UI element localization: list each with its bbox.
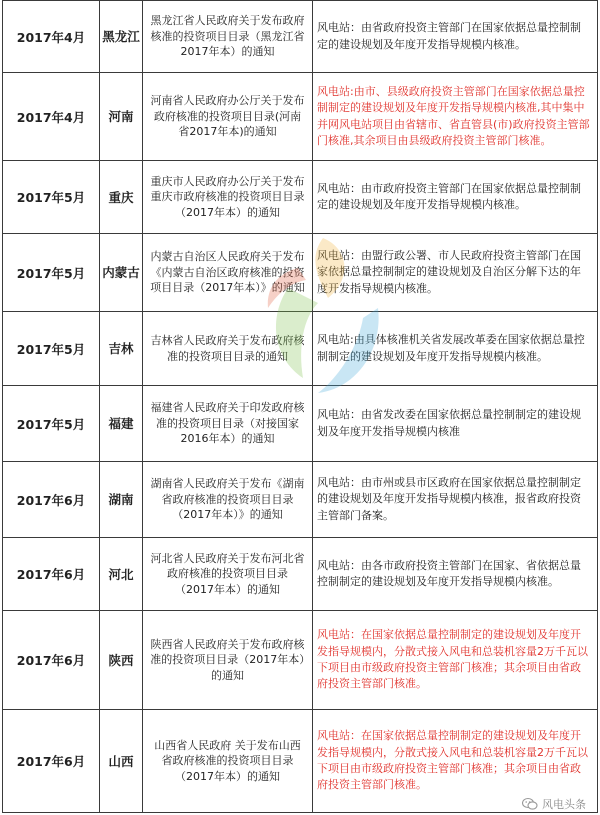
- policy-table: [2, 0, 598, 813]
- document-cell: 山西省人民政府 关于发布山西省政府核准的投资项目目录（2017年本）的通知: [143, 710, 313, 813]
- content-cell: 风电站：在国家依据总量控制制定的建设规划及年度开发指导规模内，分散式接入风电和总装机容量2万千瓦以下项目由市级政府投资主管部门核准；其余项目由省政府投资主管部门核准。: [313, 710, 598, 813]
- content-cell: 风电站:由具体核准机关省发展改革委在国家依据总量控制制定的建设规划及年度开发指导规模内核准。: [313, 312, 598, 386]
- table-row: [3, 386, 598, 462]
- wechat-icon: [522, 797, 538, 811]
- content-cell: 风电站:由市、县级政府投资主管部门在国家依据总量控制制定的建设规划及年度开发指导规模内核准,其中集中并网风电站项目由省辖市、省直管县(市)政府投资主管部门核准,其余项目由县级政府投资主管部门核准。: [313, 73, 598, 161]
- document-cell: 湖南省人民政府关于发布《湖南省政府核准的投资项目目录（2017年本）》的通知: [143, 462, 313, 538]
- province-cell: 内蒙古: [100, 234, 143, 312]
- document-cell: 重庆市人民政府办公厅关于发布重庆市政府核准的投资项目目录（2017年本）的通知: [143, 161, 313, 234]
- content-cell: 风电站：由市州或县市区政府在国家依据总量控制制定的建设规划及年度开发指导规模内核准，报省政府投资主管部门备案。: [313, 462, 598, 538]
- province-cell: 黑龙江: [100, 1, 143, 73]
- province-cell: 河北: [100, 538, 143, 611]
- province-cell: 湖南: [100, 462, 143, 538]
- table-row: [3, 611, 598, 710]
- content-cell: 风电站：由省发改委在国家依据总量控制制定的建设规划及年度开发指导规模内核准: [313, 386, 598, 462]
- table-row: [3, 161, 598, 234]
- date-cell: 2017年5月: [3, 386, 100, 462]
- content-cell: 风电站：由市政府投资主管部门在国家依据总量控制制定的建设规划及年度开发指导规模内核准。: [313, 161, 598, 234]
- table-row: [3, 538, 598, 611]
- province-cell: 重庆: [100, 161, 143, 234]
- province-cell: 陕西: [100, 611, 143, 710]
- document-cell: 内蒙古自治区人民政府关于发布《内蒙古自治区政府核准的投资项目目录（2017年本）》的通知: [143, 234, 313, 312]
- document-cell: 黑龙江省人民政府关于发布政府核准的投资项目目录（黑龙江省2017年本）的通知: [143, 1, 313, 73]
- date-cell: 2017年5月: [3, 234, 100, 312]
- document-cell: 福建省人民政府关于印发政府核准的投资项目目录（对接国家2016年本）的通知: [143, 386, 313, 462]
- content-cell: 风电站：由省政府投资主管部门在国家依据总量控制制定的建设规划及年度开发指导规模内核准。: [313, 1, 598, 73]
- date-cell: 2017年4月: [3, 1, 100, 73]
- table-row: [3, 462, 598, 538]
- footer-brand-text: 风电头条: [542, 798, 586, 811]
- footer-brand: [522, 796, 586, 812]
- content-cell: 风电站：由盟行政公署、市人民政府投资主管部门在国家依据总量控制制定的建设规划及自治区分解下达的年度开发指导规模内核准。: [313, 234, 598, 312]
- content-cell: 风电站：由各市政府投资主管部门在国家、省依据总量控制制定的建设规划及年度开发指导规模内核准。: [313, 538, 598, 611]
- date-cell: 2017年5月: [3, 312, 100, 386]
- date-cell: 2017年6月: [3, 611, 100, 710]
- province-cell: 河南: [100, 73, 143, 161]
- table-row: [3, 234, 598, 312]
- date-cell: 2017年6月: [3, 538, 100, 611]
- date-cell: 2017年4月: [3, 73, 100, 161]
- document-cell: 河南省人民政府办公厅关于发布政府核准的投资项目目录(河南省2017年本)的通知: [143, 73, 313, 161]
- province-cell: 山西: [100, 710, 143, 813]
- date-cell: 2017年6月: [3, 462, 100, 538]
- content-cell: 风电站：在国家依据总量控制制定的建设规划及年度开发指导规模内，分散式接入风电和总装机容量2万千瓦以下项目由市级政府投资主管部门核准；其余项目由省政府投资主管部门核准。: [313, 611, 598, 710]
- document-cell: 陕西省人民政府关于发布政府核准的投资项目目录（2017年本）的通知: [143, 611, 313, 710]
- date-cell: 2017年6月: [3, 710, 100, 813]
- table-row: [3, 710, 598, 813]
- document-cell: 河北省人民政府关于发布河北省政府核准的投资项目目录（2017年本）的通知: [143, 538, 313, 611]
- policy-table-body: [3, 1, 598, 813]
- date-cell: 2017年5月: [3, 161, 100, 234]
- table-row: [3, 1, 598, 73]
- document-cell: 吉林省人民政府关于发布政府核准的投资项目目录的通知: [143, 312, 313, 386]
- province-cell: 福建: [100, 386, 143, 462]
- table-row: [3, 73, 598, 161]
- province-cell: 吉林: [100, 312, 143, 386]
- table-row: [3, 312, 598, 386]
